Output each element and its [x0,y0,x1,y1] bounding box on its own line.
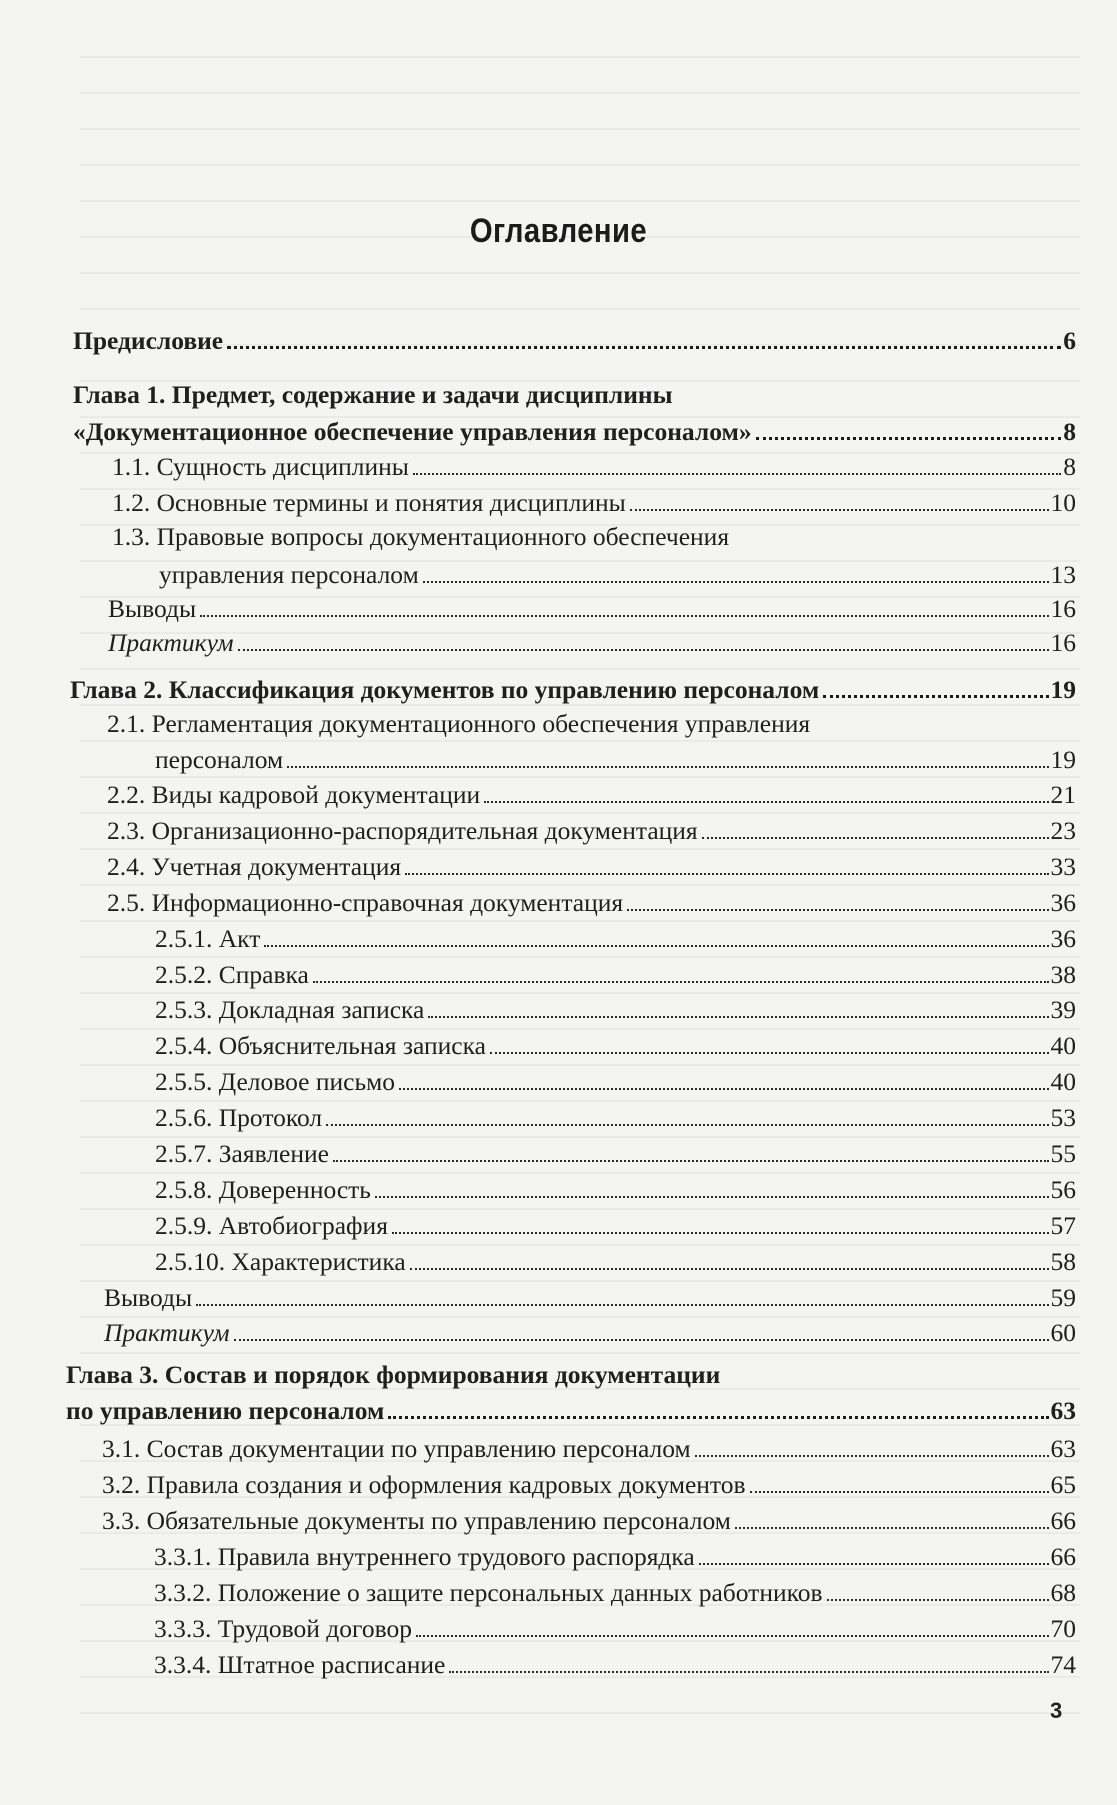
toc-entry-text: персоналом [155,745,284,774]
toc-entry-1-2[interactable] [112,488,1076,518]
toc-entry-3-1[interactable] [102,1434,1076,1464]
toc-leader [392,1232,1049,1234]
toc-entry-chapter-1-line-1[interactable]: Глава 1. Предмет, содержание и задачи дисциплины [73,380,673,409]
toc-leader [484,801,1048,803]
toc-leader [423,581,1049,583]
toc-entry-text: 2.5.2. Справка [155,960,309,989]
toc-entry-page: 56 [1050,1175,1076,1204]
toc-entry-page: 40 [1050,1031,1076,1060]
toc-entry-page: 63 [1050,1396,1076,1425]
toc-leader [827,1599,1049,1601]
toc-leader [399,1088,1049,1090]
toc-leader [413,473,1061,475]
toc-leader [428,1016,1048,1018]
toc-entry-preface[interactable] [73,326,1076,356]
toc-entry-page: 36 [1050,888,1076,917]
toc-entry-3-3-4[interactable] [154,1650,1076,1680]
toc-leader [313,981,1049,983]
toc-leader [449,1671,1048,1673]
toc-entry-text: 2.3. Организационно-распорядительная документация [107,816,698,845]
toc-entry-page: 55 [1050,1139,1076,1168]
toc-entry-text: Выводы [108,594,197,623]
toc-entry-page: 59 [1050,1283,1076,1312]
toc-entry-text: 2.5.3. Докладная записка [155,995,425,1024]
toc-leader [375,1196,1049,1198]
toc-entry-3-3-1[interactable] [154,1542,1076,1572]
toc-entry-text: 2.5.9. Автобиография [155,1211,388,1240]
toc-entry-text: 2.5.10. Характеристика [155,1247,406,1276]
toc-leader [823,695,1048,698]
page-number: 3 [1050,1698,1063,1723]
toc-leader [630,509,1049,511]
toc-entry-page: 19 [1050,675,1076,704]
toc-entry-2-5-9[interactable] [155,1211,1076,1241]
toc-entry-text: 3.3.1. Правила внутреннего трудового распорядка [154,1542,695,1571]
toc-entry-text: 2.4. Учетная документация [107,852,402,881]
toc-entry-2-5[interactable] [107,888,1076,918]
toc-entry-page: 6 [1063,326,1076,355]
toc-entry-2-5-1[interactable] [155,924,1076,954]
toc-entry-text: Глава 2. Классификация документов по управлению персоналом [70,675,820,704]
toc-entry-1-3-line-1[interactable]: 1.3. Правовые вопросы документационного обеспечения [112,522,730,551]
toc-entry-3-2[interactable] [102,1470,1076,1500]
toc-entry-text: 2.5.4. Объяснительная записка [155,1031,486,1060]
toc-entry-text: Выводы [104,1283,193,1312]
toc-entry-2-2[interactable] [107,780,1076,810]
toc-entry-2-5-2[interactable] [155,960,1076,990]
toc-entry-text: «Документационное обеспечение управления персоналом» [73,417,752,446]
toc-entry-chapter-1[interactable] [73,417,1076,447]
toc-entry-chapter-3[interactable] [66,1396,1076,1426]
toc-entry-2-5-4[interactable] [155,1031,1076,1061]
toc-entry-page: 74 [1050,1650,1076,1679]
toc-entry-text: 2.5. Информационно-справочная документация [107,888,624,917]
toc-entry-page: 60 [1050,1318,1076,1347]
toc-entry-page: 66 [1050,1542,1076,1571]
toc-entry-2-5-5[interactable] [155,1067,1076,1097]
toc-leader [490,1052,1049,1054]
toc-entry-2-3[interactable] [107,816,1076,846]
toc-entry-page: 16 [1050,628,1076,657]
toc-entry-text: 3.3.4. Штатное расписание [154,1650,446,1679]
toc-entry-page: 63 [1050,1434,1076,1463]
toc-entry-text: 2.2. Виды кадровой документации [107,780,481,809]
toc-entry-page: 8 [1063,452,1076,481]
toc-entry-3-3-3[interactable] [154,1614,1076,1644]
toc-entry-text: 2.5.8. Доверенность [155,1175,371,1204]
toc-entry-text: 2.5.1. Акт [155,924,261,953]
toc-entry-2-4[interactable] [107,852,1076,882]
toc-entry-page: 70 [1050,1614,1076,1643]
toc-entry-text: Практикум [104,1318,230,1347]
toc-leader [702,837,1049,839]
toc-entry-text: Предисловие [73,326,224,355]
toc-entry-text: 3.3.3. Трудовой договор [154,1614,412,1643]
toc-leader [326,1124,1048,1126]
toc-entry-text: 3.1. Состав документации по управлению персоналом [102,1434,691,1463]
toc-entry-page: 57 [1050,1211,1076,1240]
toc-entry-page: 13 [1050,560,1076,589]
toc-entry-page: 39 [1050,995,1076,1024]
toc-leader [333,1160,1049,1162]
toc-entry-text: управления персоналом [159,560,419,589]
toc-entry-page: 66 [1050,1506,1076,1535]
toc-entry-text: 3.3.2. Положение о защите персональных данных работников [154,1578,823,1607]
toc-entry-page: 10 [1050,488,1076,517]
toc-entry-text: 2.5.5. Деловое письмо [155,1067,395,1096]
toc-entry-text: 2.5.6. Протокол [155,1103,323,1132]
page-title: Оглавление [469,212,648,250]
toc-leader [405,873,1048,875]
toc-leader [756,437,1062,440]
toc-leader [416,1635,1049,1637]
toc-leader [196,1304,1048,1306]
toc-entry-page: 68 [1050,1578,1076,1607]
toc-entry-page: 16 [1050,594,1076,623]
toc-entry-2-5-3[interactable] [155,995,1076,1025]
toc-entry-conclusions-2[interactable] [104,1283,1076,1313]
toc-entry-text: 3.3. Обязательные документы по управлению персоналом [102,1506,731,1535]
toc-entry-2-1-line-1[interactable]: 2.1. Регламентация документационного обеспечения управления [107,709,811,738]
toc-entry-1-3[interactable] [159,560,1076,590]
toc-leader [200,615,1048,617]
toc-entry-page: 36 [1050,924,1076,953]
toc-leader [388,1416,1048,1419]
toc-entry-text: по управлению персоналом [66,1396,385,1425]
toc-entry-page: 8 [1063,417,1076,446]
toc-leader [627,909,1048,911]
toc-entry-text: 3.2. Правила создания и оформления кадровых документов [102,1470,746,1499]
toc-entry-page: 38 [1050,960,1076,989]
toc-entry-page: 40 [1050,1067,1076,1096]
toc-leader [227,346,1061,349]
toc-entry-2-5-10[interactable] [155,1247,1076,1277]
toc-entry-practicum-1[interactable] [108,628,1076,658]
toc-entry-3-3-2[interactable] [154,1578,1076,1608]
toc-leader [264,945,1048,947]
toc-leader [735,1527,1049,1529]
toc-entry-chapter-2[interactable] [70,675,1076,705]
toc-entry-1-1[interactable] [112,452,1076,482]
toc-leader [699,1563,1049,1565]
toc-entry-practicum-2[interactable] [104,1318,1076,1348]
toc-entry-2-5-6[interactable] [155,1103,1076,1133]
toc-entry-2-5-7[interactable] [155,1139,1076,1169]
toc-leader [238,649,1049,651]
toc-entry-page: 53 [1050,1103,1076,1132]
toc-leader [287,766,1048,768]
toc-entry-text: 1.1. Сущность дисциплины [112,452,409,481]
toc-entry-page: 65 [1050,1470,1076,1499]
toc-entry-text: Практикум [108,628,234,657]
toc-entry-2-1[interactable] [155,745,1076,775]
toc-entry-page: 19 [1050,745,1076,774]
toc-entry-page: 21 [1050,780,1076,809]
toc-entry-page: 23 [1050,816,1076,845]
toc-entry-conclusions-1[interactable] [108,594,1076,624]
toc-entry-text: 2.5.7. Заявление [155,1139,329,1168]
toc-entry-2-5-8[interactable] [155,1175,1076,1205]
toc-entry-text: 1.2. Основные термины и понятия дисциплины [112,488,626,517]
toc-leader [750,1491,1049,1493]
toc-entry-3-3[interactable] [102,1506,1076,1536]
toc-leader [234,1339,1049,1341]
toc-leader [410,1268,1049,1270]
toc-entry-page: 58 [1050,1247,1076,1276]
toc-entry-page: 33 [1050,852,1076,881]
toc-leader [695,1455,1049,1457]
toc-entry-chapter-3-line-1[interactable]: Глава 3. Состав и порядок формирования документации [66,1360,721,1389]
